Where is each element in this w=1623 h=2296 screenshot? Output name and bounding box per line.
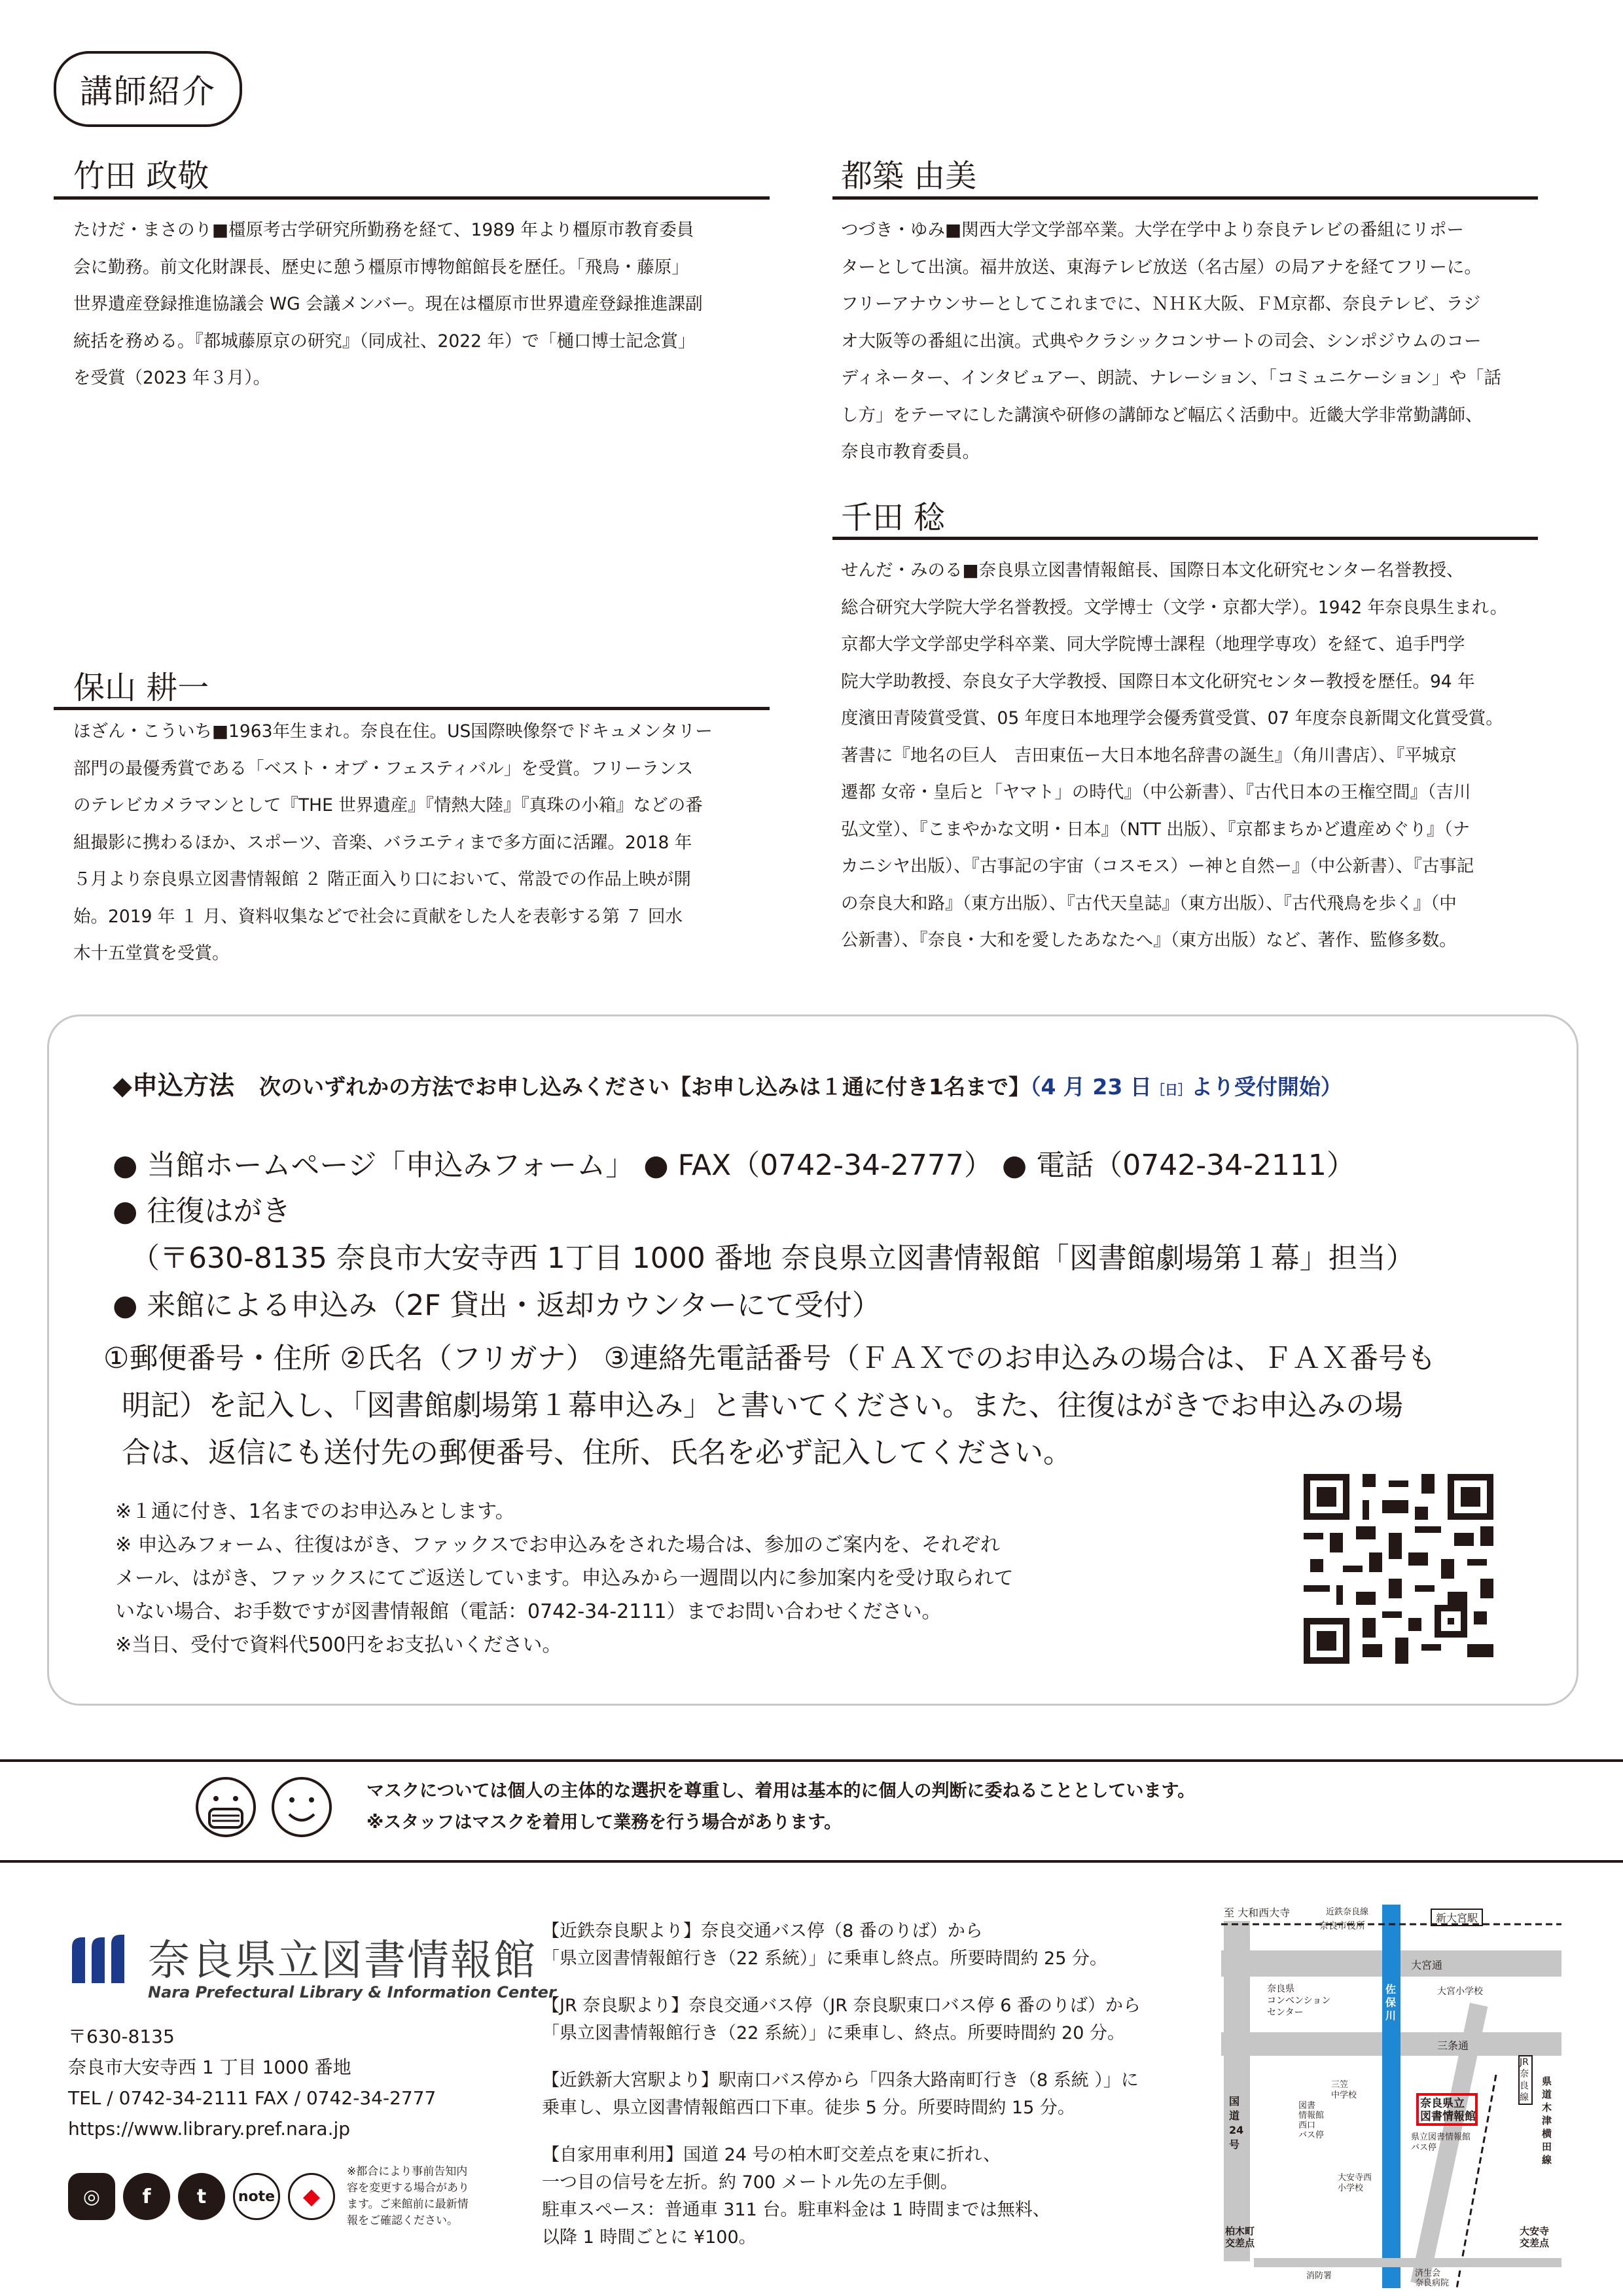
bio-line: ディネーター、インタビュアー、朗読、ナレーション、「コミュニケーション」や「話 [841, 368, 1501, 388]
map-label [1298, 2101, 1331, 2140]
instruction-line: ①郵便番号・住所 ②氏名（フリガナ） ③連絡先電話番号（ＦＡＸでのお申込みの場合は、ＦＡＸ番号も [103, 1342, 1436, 1375]
bio-line: ターとして出演。福井放送、東海テレビ放送（名古屋）の局アナを経てフリーに。 [841, 257, 1482, 278]
mask-policy: マスクについては個人の主体的な選択を尊重し、着用は基本的に個人の判断に委ねることとしています。 [366, 1781, 1196, 1801]
phone-fax: TEL / 0742-34-2111 FAX / 0742-34-2777 [68, 2087, 437, 2109]
bio-line: 京都大学文学部史学科卒業、同大学院博士課程（地理学専攻）を経て、追手門学 [841, 634, 1465, 655]
lecturer-bio-takeda [73, 212, 767, 397]
access-directions [542, 1918, 1141, 2251]
library-name-en: Nara Prefectural Library & Information Center [148, 1983, 556, 2001]
map-label [1520, 2225, 1549, 2249]
bio-line: 度濱田青陵賞受賞、05 年度日本地理学会優秀賞受賞、07 年度奈良新聞文化賞受賞。 [841, 708, 1503, 728]
mask-staff-note: ※スタッフはマスクを着用して業務を行う場合があります。 [366, 1812, 842, 1833]
divider [0, 1860, 1623, 1863]
method-web-fax-phone: ● 当館ホームページ「申込みフォーム」 ● FAX（0742-34-2777） ● 電話（0742-34-2111） [113, 1149, 1355, 1182]
map-label-line: センター [1267, 2007, 1304, 2018]
map-label-line: 三笠 [1331, 2080, 1349, 2090]
map-label-line: 中学校 [1331, 2090, 1357, 2100]
note-line: 報をご確認ください。 [347, 2214, 458, 2227]
map-label-line: 図書 [1298, 2101, 1316, 2111]
application-start-tail: より受付開始） [1190, 1074, 1342, 1100]
lecturer-bio-tsuzuki [841, 212, 1538, 471]
twitter-icon[interactable]: t [178, 2173, 225, 2220]
facebook-icon[interactable]: f [123, 2173, 170, 2220]
note-icon[interactable]: note [233, 2173, 280, 2220]
application-notes [115, 1495, 1014, 1662]
access-line: 【自家用車利用】国道 24 号の柏木町交差点を東に折れ、 [542, 2145, 1001, 2165]
map-label: 県道木津横田線 [1542, 2075, 1552, 2166]
note-line: メール、はがき、ファックスにてご返送しています。申込みから一週間以内に参加案内を受け取られて [115, 1567, 1014, 1590]
map-label-line: 大安寺 [1520, 2225, 1550, 2237]
section-badge: 講師紹介 [54, 51, 242, 127]
bio-line: 奈良市教育委員。 [841, 442, 980, 462]
postal-code: 〒630-8135 [68, 2026, 175, 2047]
bio-line: 統括を務める。『都城藤原京の研究』（同成社、2022 年）で「樋口博士記念賞」 [73, 331, 696, 351]
note-line: いない場合、お手数ですが図書情報館（電話：0742-34-2111）までお問い合わせください。 [115, 1600, 942, 1623]
application-day: ［日］ [1151, 1082, 1191, 1098]
access-line: 乗車し、県立図書情報館西口下車。徒歩 5 分。所要時間約 15 分。 [542, 2098, 1075, 2118]
note-line: 容を変更する場合があり [347, 2181, 469, 2195]
map-label-line: 小学校 [1338, 2183, 1364, 2193]
map-label-line: 済生会 [1415, 2269, 1441, 2278]
website-link[interactable]: https://www.library.pref.nara.jp [68, 2118, 351, 2140]
map-label: 新大宮駅 [1431, 1909, 1483, 1926]
bio-line: し方」をテーマにした講演や研修の講師など幅広く活動中。近畿大学非常勤講師、 [841, 404, 1483, 425]
access-line: 【JR 奈良駅より】奈良交通バス停（JR 奈良駅東口バス停 6 番のりば）から [542, 1996, 1141, 2016]
method-postcard: ● 往復はがき [113, 1194, 291, 1228]
lecturer-bio-hoyama [73, 713, 767, 973]
library-logo-icon [65, 1931, 137, 1990]
access-line: 駐車スペース：普通車 311 台。駐車料金は 1 時間までは無料、 [542, 2200, 1050, 2220]
application-title: ◆申込方法 [113, 1071, 234, 1101]
bio-line: 著書に『地名の巨人 吉田東伍ー大日本地名辞書の誕生』（角川書店）、『平城京 [841, 745, 1457, 766]
map-label-line: 柏木町 [1225, 2225, 1255, 2237]
map-label: 消防署 [1306, 2271, 1332, 2281]
map-label: 大宮通 [1411, 1959, 1443, 1971]
map-label [1331, 2080, 1357, 2101]
bio-line: 会に勤務。前文化財課長、歴史に憩う橿原市博物館館長を歴任。「飛鳥・藤原」 [73, 257, 689, 278]
bio-line: 木十五堂賞を受賞。 [73, 943, 230, 963]
library-contact [68, 2021, 436, 2144]
access-line: 「県立図書情報館行き（22 系統）」に乗車し、終点。所要時間約 20 分。 [542, 2023, 1125, 2043]
bio-line: ほざん・こういち■1963年生まれ。奈良在住。US国際映像祭でドキュメンタリー [73, 721, 713, 742]
map-label-line: 情報館 [1298, 2111, 1325, 2121]
bio-line: オ大阪等の番組に出演。式典やクラシックコンサートの司会、シンポジウムのコー [841, 331, 1482, 351]
instagram-icon[interactable]: ◎ [68, 2173, 115, 2220]
masked-face-icon [194, 1775, 258, 1839]
map-label-line: 交差点 [1520, 2237, 1550, 2249]
map-roads [1221, 1905, 1561, 2288]
map-label-line: 奈良県 [1267, 1984, 1294, 1994]
access-line: 以降 1 時間ごとに ¥100。 [542, 2227, 757, 2248]
map-label: 大宮小学校 [1437, 1986, 1483, 1997]
map-label [1411, 2132, 1471, 2153]
map-label: 奈良市役所 [1319, 1921, 1365, 1931]
application-note: 次のいずれかの方法でお申し込みください【お申し込みは１通に付き1名まで】 [259, 1074, 1030, 1100]
lecturer-bio-senda [841, 552, 1538, 960]
note-line: ます。ご来館前に最新情 [347, 2198, 469, 2211]
lecturer-name-hoyama: 保山 耕一 [73, 670, 209, 706]
smiling-face-icon [270, 1775, 334, 1839]
bio-line: 公新書）、『奈良・大和を愛したあなたへ』（東方出版）など、著作、監修多数。 [841, 930, 1457, 950]
bio-line: 遷都 女帝・皇后と「ヤマト」の時代』（中公新書）、『古代日本の王権空間』（吉川 [841, 782, 1471, 802]
map-label: 至 大和西大寺 [1224, 1907, 1291, 1919]
map-label-line: 西口 [1298, 2121, 1316, 2130]
bio-line: せんだ・みのる■奈良県立図書情報館長、国際日本文化研究センター名誉教授、 [841, 560, 1464, 581]
postcard-address: （〒630-8135 奈良市大安寺西 1丁目 1000 番地 奈良県立図書情報館「図書館劇場第１幕」担当） [131, 1242, 1415, 1275]
bio-line: のテレビカメラマンとして『THE 世界遺産』『情熱大陸』『真珠の小箱』などの番 [73, 795, 703, 816]
bio-line: 総合研究大学院大学名誉教授。文学博士（文学・京都大学）。1942 年奈良県生まれ。 [841, 597, 1508, 618]
map-label: 国道24号 [1229, 2095, 1244, 2151]
map-label [1338, 2173, 1372, 2194]
social-links [68, 2173, 335, 2220]
access-line: 【近鉄奈良駅より】奈良交通バス停（8 番のりば）から [542, 1921, 983, 1941]
map-label: JR奈良線 [1518, 2055, 1533, 2105]
instruction-line: 明記）を記入し、「図書館劇場第１幕申込み」と書いてください。また、往復はがきでお申込みの場 [122, 1389, 1403, 1422]
divider [832, 196, 1538, 200]
bio-line: 弘文堂）、『こまやかな文明・日本』（NTT 出版）、『京都まちかど遺産めぐり』（ナ [841, 819, 1471, 840]
note-line: ※都合により事前告知内 [347, 2165, 468, 2178]
bio-line: ５月より奈良県立図書情報館 ２ 階正面入り口において、常設での作品上映が開 [73, 869, 691, 889]
map-label-line: 交差点 [1225, 2237, 1255, 2249]
access-line: 【近鉄新大宮駅より】駅南口バス停から「四条大路南町行き（8 系統 ）」に [542, 2070, 1139, 2090]
map-label: 佐保川 [1385, 1983, 1397, 2022]
map-label: 近鉄奈良線 [1326, 1907, 1369, 1917]
map-label [1415, 2269, 1449, 2288]
lecturer-name-takeda: 竹田 政敬 [73, 158, 209, 194]
divider [832, 537, 1538, 540]
map-label [1267, 1983, 1330, 2018]
bio-line: 院大学助教授、奈良女子大学教授、国際日本文化研究センター教授を歴任。94 年 [841, 671, 1475, 692]
bio-line: たけだ・まさのり■橿原考古学研究所勤務を経て、1989 年より橿原市教育委員 [73, 220, 694, 240]
access-map [1221, 1905, 1561, 2288]
map-label-line: 図書情報館 [1420, 2110, 1476, 2123]
divider [0, 1759, 1623, 1762]
bio-line: の奈良大和路』（東方出版）、『古代天皇誌』（東方出版）、『古代飛鳥を歩く』（中 [841, 893, 1457, 914]
social-update-note [347, 2164, 469, 2229]
application-start: （4 月 23 日 [1029, 1074, 1152, 1100]
divider [54, 196, 770, 200]
address: 奈良市大安寺西 1 丁目 1000 番地 [68, 2056, 351, 2078]
bio-line: 世界遺産登録推進協議会 WG 会議メンバー。現在は橿原市世界遺産登録推進課副 [73, 294, 703, 314]
map-label-line: 奈良県立 [1420, 2097, 1465, 2110]
library-name: 奈良県立図書情報館 [148, 1937, 537, 1985]
map-label-line: 大安寺西 [1338, 2173, 1372, 2183]
map-label-line: 県立図書情報館 [1411, 2132, 1471, 2142]
map-label-line: バス停 [1298, 2130, 1325, 2140]
instruction-line: 合は、返信にも送付先の郵便番号、住所、氏名を必ず記入してください。 [122, 1436, 1072, 1469]
bio-line: 組撮影に携わるほか、スポーツ、音楽、バラエティまで多方面に活躍。2018 年 [73, 832, 692, 853]
method-visit: ● 来館による申込み（2F 貸出・返却カウンターにて受付） [113, 1289, 881, 1322]
access-line: 「県立図書情報館行き（22 系統）」に乗車し終点。所要時間約 25 分。 [542, 1948, 1107, 1969]
application-heading [113, 1066, 1342, 1102]
map-label [1225, 2225, 1255, 2249]
qr-code-icon[interactable] [1304, 1474, 1493, 1664]
bio-line: カニシヤ出版）、『古事記の宇宙（コスモス）ー神と自然ー』（中公新書）、『古事記 [841, 856, 1474, 876]
note-line: ※当日、受付で資料代500円をお支払いください。 [115, 1634, 562, 1657]
note-line: ※ 申込みフォーム、往復はがき、ファックスでお申込みをされた場合は、参加のご案内を、それぞれ [115, 1534, 1000, 1556]
bio-line: を受賞（2023 年３月）。 [73, 368, 271, 388]
lecturer-name-senda: 千田 稔 [841, 499, 946, 536]
application-instructions [103, 1335, 1436, 1477]
bio-line: 部門の最優秀賞である「ベスト・オブ・フェスティバル」を受賞。フリーランス [73, 758, 694, 779]
nara-app-icon[interactable]: ◆ [288, 2173, 335, 2220]
map-label: 三条通 [1437, 2039, 1469, 2052]
map-label-line: 奈良病院 [1415, 2278, 1450, 2288]
bio-line: フリーアナウンサーとしてこれまでに、ＮＨＫ大阪、ＦＭ京都、奈良テレビ、ラジ [841, 294, 1481, 314]
lecturer-name-tsuzuki: 都築 由美 [841, 158, 977, 194]
divider [54, 707, 770, 710]
map-label-line: バス停 [1411, 2143, 1437, 2153]
map-library-label [1420, 2097, 1476, 2123]
access-line: 一つ目の信号を左折。約 700 メートル先の左手側。 [542, 2172, 958, 2193]
bio-line: つづき・ゆみ■関西大学文学部卒業。大学在学中より奈良テレビの番組にリポー [841, 220, 1465, 240]
note-line: ※１通に付き、1名までのお申込みとします。 [115, 1500, 515, 1523]
bio-line: 始。2019 年 １ 月、資料収集などで社会に貢献をした人を表彰する第 ７ 回水 [73, 906, 683, 927]
map-label-line: コンベンション [1267, 1996, 1331, 2006]
